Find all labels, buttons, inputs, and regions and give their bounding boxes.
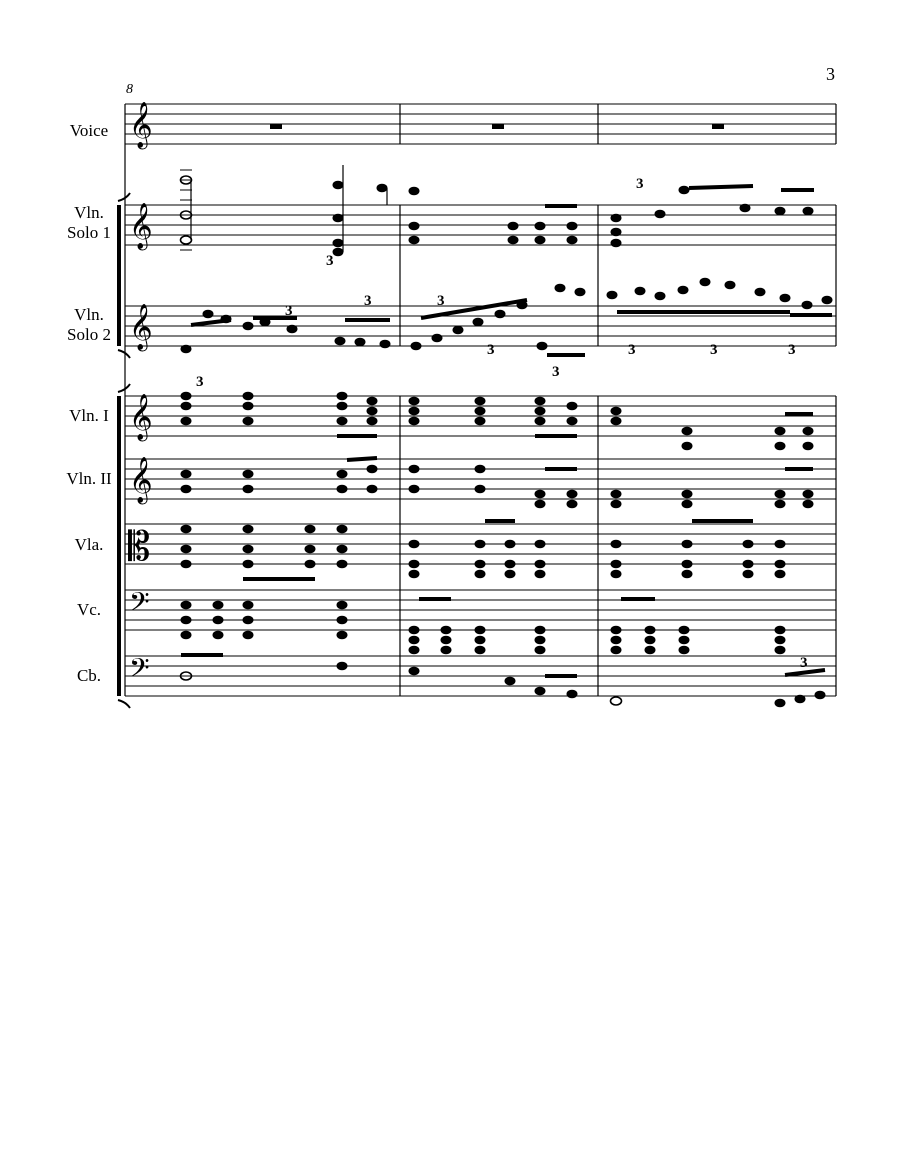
staff-label-vln1: Vln. I bbox=[69, 406, 109, 425]
staff-label-solo1: Vln. Solo 1 bbox=[67, 203, 111, 242]
svg-text:𝄢: 𝄢 bbox=[129, 586, 150, 624]
svg-text:3: 3 bbox=[788, 342, 796, 358]
svg-text:3: 3 bbox=[552, 364, 560, 380]
staff-solo1 bbox=[125, 205, 836, 245]
svg-text:𝄞: 𝄞 bbox=[129, 304, 153, 350]
treble-clef-voice bbox=[129, 102, 153, 150]
svg-text:𝄞: 𝄞 bbox=[129, 457, 153, 503]
treble-clef-vln2 bbox=[129, 457, 153, 505]
voice-whole-rests bbox=[270, 124, 724, 129]
staff-label-vc: Vc. bbox=[76, 600, 102, 619]
svg-text:𝄞: 𝄞 bbox=[129, 102, 153, 148]
bass-clef-cb bbox=[129, 652, 150, 690]
svg-text:𝄡: 𝄡 bbox=[128, 524, 151, 570]
treble-clef-vln1 bbox=[129, 394, 153, 442]
svg-text:𝄞: 𝄞 bbox=[129, 203, 153, 249]
svg-text:3: 3 bbox=[285, 303, 293, 319]
staff-label-vln2: Vln. II bbox=[66, 469, 112, 488]
svg-text:𝄞: 𝄞 bbox=[129, 394, 153, 440]
staff-cb bbox=[125, 656, 836, 696]
staff-voice bbox=[125, 104, 836, 144]
svg-text:3: 3 bbox=[636, 176, 644, 192]
solo2-notes bbox=[181, 278, 832, 390]
measure-number: 8 bbox=[126, 82, 133, 97]
svg-text:3: 3 bbox=[800, 655, 808, 671]
treble-clef-solo2 bbox=[129, 304, 153, 352]
staff-label-cb: Cb. bbox=[76, 666, 102, 685]
alto-clef-vla bbox=[128, 524, 150, 570]
svg-text:𝄢: 𝄢 bbox=[129, 652, 150, 690]
svg-text:3: 3 bbox=[487, 342, 495, 358]
svg-text:3: 3 bbox=[628, 342, 636, 358]
treble-clef-solo1 bbox=[129, 203, 153, 251]
cb-notes bbox=[181, 655, 826, 707]
svg-text:3: 3 bbox=[326, 253, 334, 269]
svg-text:3: 3 bbox=[364, 293, 372, 309]
svg-text:3: 3 bbox=[196, 374, 204, 390]
page-number: 3 bbox=[826, 64, 835, 84]
staff-vc bbox=[125, 590, 836, 630]
staff-label-voice: Voice bbox=[69, 121, 109, 140]
svg-text:3: 3 bbox=[710, 342, 718, 358]
vc-chords bbox=[181, 599, 785, 655]
vln1-chords bbox=[181, 392, 813, 450]
solo1-notes bbox=[180, 165, 814, 269]
staff-label-solo2: Vln. Solo 2 bbox=[67, 305, 111, 344]
vla-chords bbox=[181, 521, 785, 579]
staff-label-vla: Vla. bbox=[74, 535, 104, 554]
vln2-chords bbox=[181, 458, 813, 508]
bass-clef-vc bbox=[129, 586, 150, 624]
svg-text:3: 3 bbox=[437, 293, 445, 309]
